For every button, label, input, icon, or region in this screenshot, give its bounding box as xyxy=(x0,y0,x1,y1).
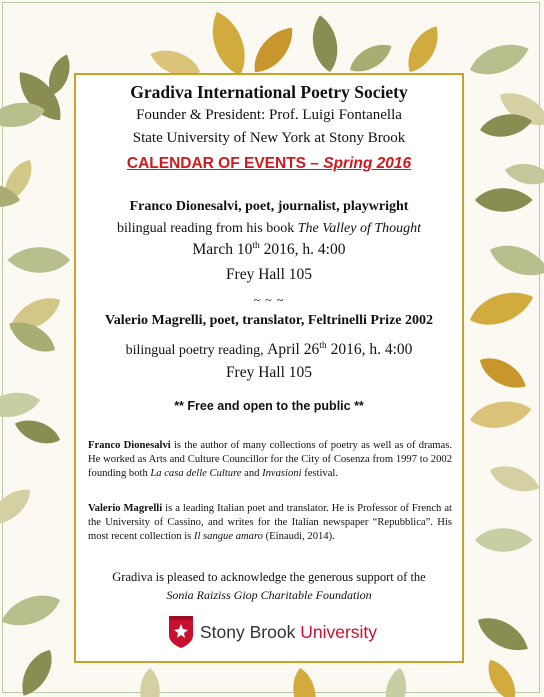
university-line: State University of New York at Stony Brook xyxy=(132,130,406,146)
event-2-date xyxy=(267,341,412,358)
bio-2-text-1: is a leading Italian poet and translator. He is Professor of French at the University of Cassino, and writes for the Italian newspaper “Repubblica”. His most recent collection is xyxy=(88,503,452,542)
event-1-description xyxy=(76,221,462,237)
leaf-cluster-top-right xyxy=(466,37,544,188)
event-1-date xyxy=(76,241,462,259)
leaf-cluster-right-middle xyxy=(465,188,544,551)
sbu-wordmark xyxy=(200,622,377,643)
event-1-book-title: The Valley of Thought xyxy=(297,221,422,236)
event-1-name: Franco Dionesalvi, poet, journalist, playwright xyxy=(129,199,409,214)
event-2-description-text: bilingual poetry reading, xyxy=(125,343,268,358)
event-2-description xyxy=(76,341,462,359)
calendar-heading-prefix: CALENDAR OF EVENTS – xyxy=(126,155,324,172)
event-2-date-month: April 26 xyxy=(267,341,320,358)
sbu-wordmark-university: University xyxy=(300,622,378,642)
event-2-name: Valerio Magrelli, poet, translator, Feltrinelli Prize 2002 xyxy=(104,313,433,328)
leaf-cluster-left-middle xyxy=(0,247,70,532)
bio-1-text-3: festival. xyxy=(301,468,339,479)
foundation-name: Sonia Raiziss Giop Charitable Foundation xyxy=(166,588,372,602)
bio-1-name: Franco Dionesalvi xyxy=(88,440,171,451)
organization-title: Gradiva International Poetry Society xyxy=(130,82,408,102)
calendar-heading-season: Spring 2016 xyxy=(323,155,412,172)
bio-2-italic-1: Il sangue amaro xyxy=(193,531,263,542)
calendar-heading xyxy=(76,155,462,173)
bio-franco-dionesalvi xyxy=(88,439,452,481)
event-1-place: Frey Hall 105 xyxy=(225,266,313,283)
leaf-cluster-top-center xyxy=(147,7,446,82)
leaf-cluster-top-left xyxy=(0,51,75,210)
bio-1-italic-2: Invasioni xyxy=(262,468,302,479)
event-1-date-rest: 2016, h. 4:00 xyxy=(259,241,346,258)
stony-brook-university-logo xyxy=(168,615,378,651)
bio-1-text-2: and xyxy=(241,468,263,479)
sbu-wordmark-name: Stony Brook xyxy=(200,622,301,642)
bio-1-text-1: is the author of many collections of poetry as well as of dramas. He worked as Arts and Culture Councillor for the City of Cosenza from 1997 to 2002 founding both xyxy=(88,440,452,479)
free-admission-notice: ** Free and open to the public ** xyxy=(174,399,364,413)
event-separator: ~ ~ ~ xyxy=(253,293,285,307)
founder-line: Founder & President: Prof. Luigi Fontanella xyxy=(136,107,402,123)
event-1-date-suffix: th xyxy=(252,239,260,251)
event-2-date-suffix: th xyxy=(319,339,327,351)
event-2-place: Frey Hall 105 xyxy=(225,364,313,381)
event-1-date-month: March 10 xyxy=(192,241,253,258)
event-2-date-rest: 2016, h. 4:00 xyxy=(326,341,413,358)
sbu-shield-star-icon xyxy=(168,615,194,649)
bio-2-name: Valerio Magrelli xyxy=(88,503,163,514)
event-1-description-text: bilingual reading from his book xyxy=(116,221,298,236)
bio-valerio-magrelli xyxy=(88,502,452,544)
bio-2-text-2: (Einaudi, 2014). xyxy=(262,531,335,542)
bio-1-italic-1: La casa delle Culture xyxy=(150,468,242,479)
acknowledgement-line: Gradiva is pleased to acknowledge the generous support of the xyxy=(112,570,426,584)
event-flyer-panel xyxy=(74,73,464,663)
